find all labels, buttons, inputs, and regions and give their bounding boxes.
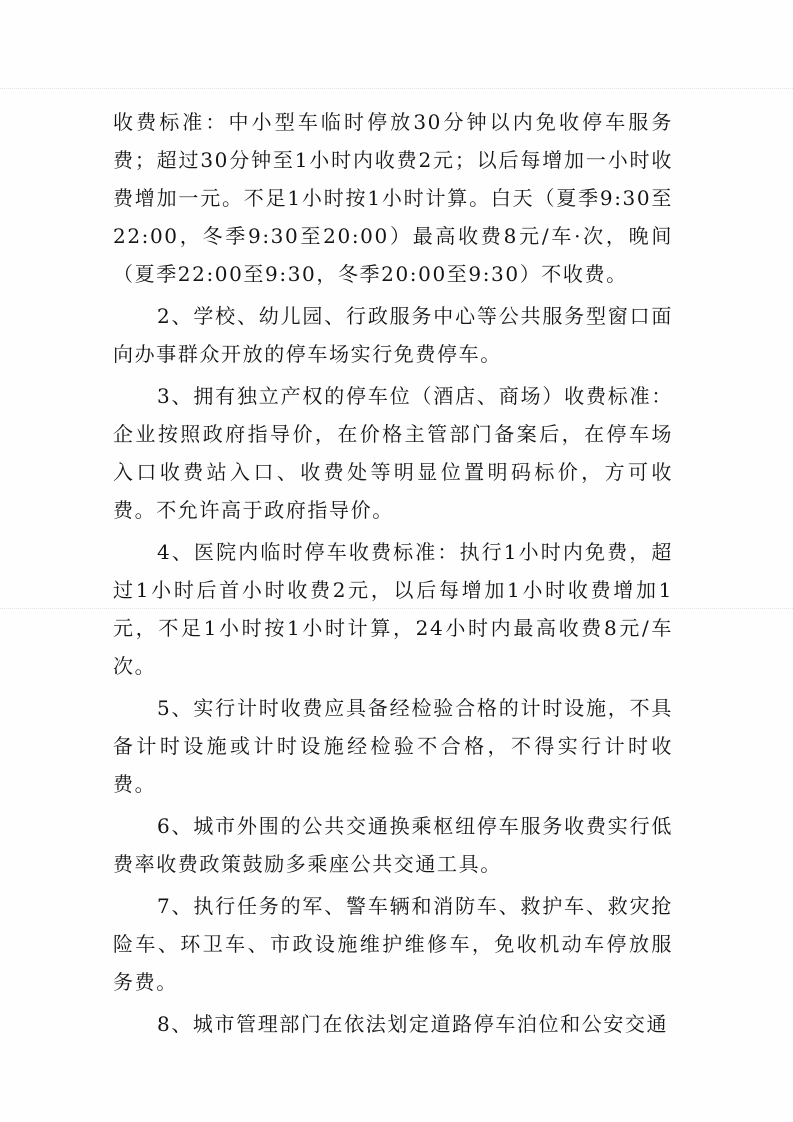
paragraph-item-2: 2、学校、幼儿园、行政服务中心等公共服务型窗口面向办事群众开放的停车场实行免费停车。 xyxy=(113,304,673,366)
scan-divider-top xyxy=(0,88,793,89)
paragraph-item-3: 3、拥有独立产权的停车位（酒店、商场）收费标准：企业按照政府指导价，在价格主管部门备案后，在停车场入口收费站入口、收费处等明显位置明码标价，方可收费。不允许高于政府指导价。 xyxy=(113,384,673,522)
paragraph-item-6: 6、城市外围的公共交通换乘枢纽停车服务收费实行低费率收费政策鼓励多乘座公共交通工具。 xyxy=(113,814,673,876)
paragraph-item-8: 8、城市管理部门在依法划定道路停车泊位和公安交通 xyxy=(157,1012,669,1036)
paragraph-parking-fee-standard: 收费标准：中小型车临时停放30分钟以内免收停车服务费；超过30分钟至1小时内收费2元；以后每增加一小时收费增加一元。不足1小时按1小时计算。白天（夏季9:30至22:00，冬季9:30至20:00）最高收费8元/车·次，晚间（夏季22:00至9:30，冬季20:00至9:30）不收费。 xyxy=(113,110,673,286)
paragraph-item-4: 4、医院内临时停车收费标准：执行1小时内免费，超过1小时后首小时收费2元，以后每增加1小时收费增加1元，不足1小时按1小时计算，24小时内最高收费8元/车次。 xyxy=(113,540,673,678)
paragraph-item-7: 7、执行任务的军、警车辆和消防车、救护车、救灾抢险车、环卫车、市政设施维护维修车，免收机动车停放服务费。 xyxy=(113,894,673,994)
document-body xyxy=(113,103,673,1047)
paragraph-item-5: 5、实行计时收费应具备经检验合格的计时设施，不具备计时设施或计时设施经检验不合格，不得实行计时收费。 xyxy=(113,696,673,796)
